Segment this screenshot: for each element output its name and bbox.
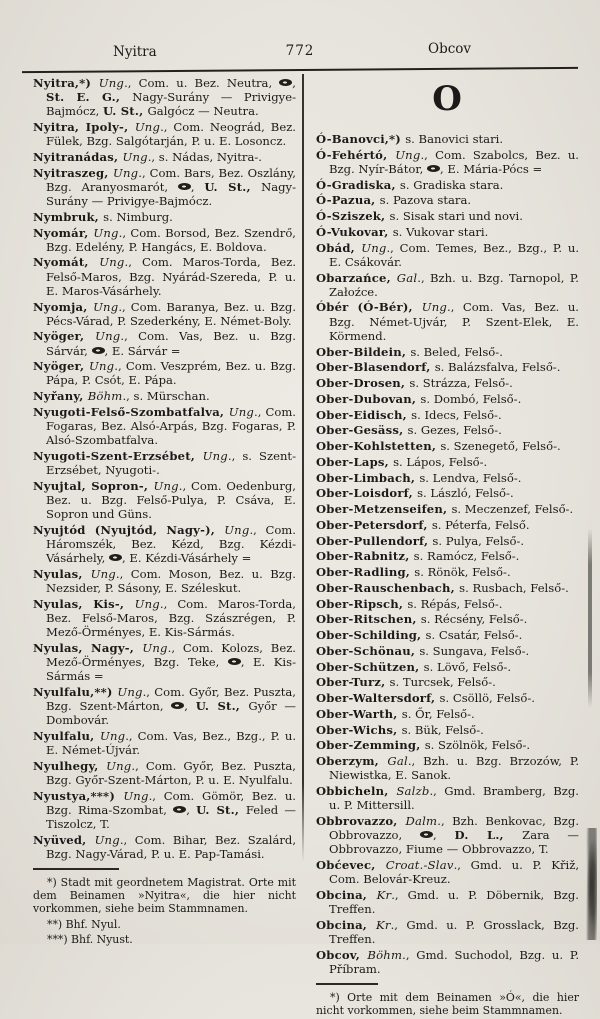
entry-text: s. Szenegető, Felső-. [440, 439, 561, 454]
entry-text: ., Com. Baranya, Bez. u. Bzg. Pécs-Várad, P. Szederkény, E. Német-Boly. [46, 299, 297, 328]
gazetteer-entry [33, 729, 296, 757]
entry-text: , [186, 803, 197, 818]
left-footnotes [33, 876, 296, 946]
entry-text: ., Com. Vas, Bez., Bzg., P. u. E. Német-Újvár. [46, 729, 296, 758]
region-abbreviation: Ung [134, 596, 160, 611]
entry-text: ., s. Szent-Erzsébet, Nyugoti-. [46, 449, 296, 478]
gazetteer-entry [33, 597, 296, 639]
entry-headword: Ober-Blasendorf, [316, 360, 435, 375]
gazetteer-entry [316, 581, 579, 595]
gazetteer-entry [316, 814, 579, 856]
entry-headword: Obbrovazzo, [316, 813, 406, 828]
entry-headword: Ober-Zemming, [316, 738, 425, 753]
entry-text: ., Gmd. Suchodol, Bzg. u. P. Příbram. [329, 947, 580, 976]
entry-text: *) Orte mit dem Beinamen »Ó«, die hier nicht vorkommen, siehe beim Stammnamen. [316, 990, 579, 1017]
gazetteer-entry [316, 723, 579, 737]
gazetteer-entry [316, 486, 579, 500]
region-abbreviation: Ung [99, 255, 125, 270]
entry-text: Galgócz — Neutra. [147, 104, 259, 119]
entry-headword: Ó-Banovci,*) [316, 132, 406, 146]
gazetteer-entry [316, 707, 579, 721]
entry-headword: Ober-Metzenseifen, [316, 502, 452, 517]
footnote [316, 991, 579, 1017]
entry-text: ., Gmd. u. P. Döbernik, Bzg. Treffen. [329, 887, 579, 916]
entry-text: s. Sisak stari und novi. [389, 209, 523, 224]
region-abbreviation: Ung [224, 523, 250, 537]
gazetteer-entry [33, 120, 296, 148]
entry-text: ., Com. Győr, Bez. Puszta, Bzg. Szent-Márton, [46, 685, 296, 714]
entry-text: *) Stadt mit geordnetem Magistrat. Orte mit dem Beinamen »Nyitra«, die hier nicht vorkommen, siehe beim Stammnamen. [33, 875, 296, 916]
region-abbreviation: Ung [153, 478, 179, 493]
entry-headword: Ober-Waltersdorf, [316, 691, 440, 706]
gazetteer-entry [33, 255, 296, 297]
gazetteer-entry [33, 567, 296, 595]
entry-text: s. Pazova stara. [379, 193, 472, 208]
region-abbreviation: Ung [98, 76, 125, 90]
entry-text: s. Ramócz, Felső-. [413, 549, 520, 564]
entry-headword: U. St., [195, 699, 249, 714]
entry-headword: Ober-Petersdorf, [316, 517, 432, 532]
entry-headword: Nyulhegy, [33, 759, 107, 774]
region-abbreviation: Kr [376, 917, 391, 932]
running-head-left-keyword: Nyitra [113, 44, 157, 60]
entry-text: ., Com. Maros-Torda, Bez. Felső-Maros, Bzg. Szászrégen, P. Mező-Örményes, E. Kis-Sármás. [46, 596, 296, 640]
entry-text: s. Beled, Felső-. [410, 344, 503, 359]
entry-headword: Ober-Ripsch, [316, 596, 408, 611]
entry-headword: Nyřany, [33, 389, 88, 404]
entry-text: ., Gmd. u. P. Grosslack, Bzg. Treffen. [329, 917, 579, 946]
entry-text: ., Com. Neográd, Bez. Fülek, Bzg. Salgótarján, P. u. E. Losoncz. [46, 120, 296, 149]
entry-text: s. Csatár, Felső-. [425, 628, 523, 643]
gazetteer-entry [316, 534, 579, 548]
region-abbreviation: Dalm [405, 813, 438, 828]
entry-headword: U. St., [102, 104, 148, 119]
entry-text: Zara — Obbrovazzo, Fiume — Obbrovazzo, T. [329, 828, 580, 857]
entry-text: ., Com. Háromszék, Bez. Kézd, Bzg. Kézdi-Vásárhely, [46, 523, 296, 566]
entry-headword: Nyomár, [33, 225, 94, 240]
gazetteer-entry [316, 612, 579, 626]
entry-text: ., s. Mürschan. [122, 389, 210, 404]
entry-text: s. Szölnök, Felső-. [424, 738, 531, 753]
entry-text: ., Com. Szabolcs, Bez. u. Bzg. Nyír-Bátor, [329, 147, 579, 176]
region-abbreviation: Ung [89, 359, 115, 374]
gazetteer-entry [316, 193, 579, 207]
entry-text: , E. Kis-Sármás = [46, 655, 296, 684]
entry-text: ., Com. Bars, Bez. Oszlány, Bzg. Aranyosmarót, [46, 165, 296, 194]
entry-headword: Nyulfalu, [33, 729, 100, 744]
entry-text: ., Com. u. Bez. Neutra, [124, 76, 280, 90]
entry-headword: Obád, [316, 240, 362, 255]
gazetteer-entry [33, 479, 296, 521]
entry-headword: Ober-Laps, [316, 454, 394, 469]
region-abbreviation: Böhm [367, 947, 403, 962]
left-column-entries [33, 76, 296, 861]
entry-headword: Obcina, [316, 917, 377, 932]
gazetteer-entry [316, 471, 579, 485]
entry-text: s. Strázza, Felső-. [409, 376, 513, 391]
gazetteer-entry [316, 675, 579, 689]
gazetteer-entry [316, 392, 579, 406]
entry-headword: Ober-Rabnitz, [316, 549, 414, 564]
right-column [316, 76, 579, 1019]
gazetteer-entry [316, 644, 579, 658]
entry-headword: Nyugoti-Felső-Szombatfalva, [33, 404, 229, 419]
entry-text: s. Vukovar stari. [392, 224, 489, 239]
post-horn-icon [279, 79, 292, 86]
entry-text: **) Bhf. Nyul. [47, 917, 121, 931]
gazetteer-entry [316, 738, 579, 752]
entry-headword: Obcov, [316, 947, 368, 962]
entry-headword: Obćevec, [316, 857, 386, 872]
post-horn-icon [228, 658, 241, 665]
entry-text: ., s. Nádas, Nyitra-. [147, 149, 262, 164]
entry-text: Feled — Tiszolcz, T. [46, 803, 296, 832]
gazetteer-entry [316, 597, 579, 611]
gazetteer-entry [33, 300, 296, 328]
entry-headword: Ober-Schönau, [316, 643, 420, 658]
entry-headword: Ó-Sziszek, [316, 209, 390, 224]
post-horn-icon [420, 831, 433, 838]
scan-edge-shadow [588, 528, 592, 708]
entry-headword: Ober-Schützen, [316, 659, 424, 674]
entry-text: ., Com. Maros-Torda, Bez. Felső-Maros, Bzg. Nyárád-Szereda, P. u. E. Maros-Vásárhely. [46, 255, 297, 298]
gazetteer-entry [316, 345, 579, 359]
entry-text: ., Com. Vas, Bez. u. Bzg. Német-Ujvár, P. Szent-Elek, E. Körmend. [329, 300, 579, 343]
region-abbreviation: Ung [134, 120, 161, 135]
region-abbreviation: Ung [94, 833, 120, 848]
post-horn-icon [173, 806, 186, 813]
entry-text: , E. Kézdi-Vásárhely = [122, 551, 252, 566]
post-horn-icon [109, 554, 122, 561]
entry-headword: D. L., [454, 828, 523, 842]
gazetteer-entry [33, 685, 296, 727]
gazetteer-entry [316, 241, 579, 269]
page-number: 772 [285, 43, 315, 59]
entry-text: s. Péterfa, Felső. [431, 517, 530, 532]
entry-text: s. Idecs, Felső-. [411, 407, 502, 422]
entry-headword: Ober-Pullendorf, [316, 533, 433, 548]
gazetteer-entry [316, 660, 579, 674]
entry-headword: Ó-Vukovar, [316, 224, 393, 239]
entry-text: Nagy-Surány — Privigye-Bajmócz. [46, 179, 297, 209]
entry-text: s. Meczenzef, Felső-. [451, 502, 574, 517]
gazetteer-entry [316, 565, 579, 579]
gazetteer-entry [316, 300, 579, 342]
gazetteer-entry [33, 359, 296, 387]
gazetteer-entry [316, 691, 579, 705]
entry-text: ., Gmd. Bramberg, Bzg. u. P. Mittersill. [329, 783, 579, 813]
entry-text: ., Com. Kolozs, Bez. Mező-Örményes, Bzg. Teke, [46, 641, 296, 670]
entry-headword: Obbicheln, [316, 783, 397, 798]
entry-headword: Nyustya,***) [33, 788, 124, 803]
region-abbreviation: Salzb [396, 783, 430, 798]
entry-text: ., Bzh. Benkovac, Bzg. Obbrovazzo, [329, 813, 579, 842]
entry-text: ., Gmd. u. P. Křiž, Com. Belovár-Kreuz. [329, 857, 580, 887]
entry-text: , [433, 828, 455, 842]
entry-headword: Obarzańce, [316, 270, 397, 285]
gazetteer-entry [33, 449, 296, 477]
entry-headword: St. E. G., [46, 90, 133, 105]
gazetteer-entry [316, 549, 579, 563]
gazetteer-entry [316, 178, 579, 192]
gazetteer-entry [316, 455, 579, 469]
entry-headword: Nyitra, Ipoly-, [33, 120, 135, 135]
entry-text: , [292, 76, 296, 90]
right-footnotes [316, 991, 579, 1017]
entry-text: ., Com. Bihar, Bez. Szalárd, Bzg. Nagy-Várad, P. u. E. Pap-Tamási. [46, 833, 297, 862]
entry-text: ., Com. Moson, Bez. u. Bzg. Nezsider, P. Sásony, E. Széleskut. [46, 567, 296, 596]
gazetteer-entry [316, 225, 579, 239]
entry-text: s. Nimburg. [103, 209, 173, 224]
entry-headword: Ó-Gradiska, [316, 177, 400, 192]
region-abbreviation: Croat.-Slav [385, 857, 454, 872]
region-abbreviation: Gal [396, 270, 418, 285]
post-horn-icon [92, 347, 105, 354]
header-rule [22, 67, 578, 73]
gazetteer-entry [33, 329, 296, 357]
entry-text: , [190, 179, 205, 194]
entry-headword: U. St., [204, 179, 262, 194]
entry-headword: Nyulas, Kis-, [33, 596, 135, 611]
entry-text: s. Pulya, Felső-. [432, 533, 525, 548]
gazetteer-entry [33, 76, 296, 118]
left-footnote-rule [33, 868, 119, 870]
entry-text: ***) Bhf. Nyust. [47, 932, 133, 946]
section-letter-O: O [432, 79, 463, 119]
region-abbreviation: Ung [123, 788, 149, 803]
entry-headword: Nyüved, [33, 833, 95, 848]
post-horn-icon [178, 183, 191, 190]
entry-headword: Nyugoti-Szent-Erzsébet, [33, 449, 203, 464]
region-abbreviation: Ung [142, 641, 168, 656]
entry-text: ., Com. Temes, Bez., Bzg., P. u. E. Csákovár. [329, 240, 580, 269]
entry-headword: Ober-Kohlstetten, [316, 439, 441, 454]
entry-headword: Óbér (Ó-Bér), [316, 300, 422, 315]
region-abbreviation: Ung [421, 300, 448, 315]
region-abbreviation: Ung [122, 149, 148, 164]
region-abbreviation: Böhm [87, 389, 123, 404]
entry-headword: Obcina, [316, 887, 377, 902]
region-abbreviation: Ung [361, 240, 387, 255]
gazetteer-entry [316, 132, 579, 146]
entry-headword: U. St., [196, 803, 246, 818]
region-abbreviation: Ung [93, 299, 119, 314]
entry-headword: Ober-Drosen, [316, 376, 410, 391]
entry-headword: Ober-Bildein, [316, 344, 411, 359]
entry-headword: Ober-Radling, [316, 565, 415, 580]
entry-text: s. Récsény, Felső-. [420, 612, 528, 627]
gazetteer-entry [33, 641, 296, 683]
entry-headword: Ober-Schilding, [316, 628, 426, 643]
entry-headword: Nyöger, [33, 329, 96, 344]
entry-text: Nagy-Surány — Privigye-Bajmócz, [46, 90, 296, 119]
right-column-entries [316, 132, 579, 976]
entry-text: , [184, 699, 196, 714]
entry-headword: Nyomja, [33, 299, 94, 314]
entry-headword: Nyitranádas, [33, 149, 123, 164]
entry-headword: Nyujtód (Nyujtód, Nagy-), [33, 523, 225, 537]
gazetteer-entry [316, 148, 579, 176]
gazetteer-entry [316, 858, 579, 886]
entry-text: s. Lendva, Felső-. [419, 470, 522, 485]
post-horn-icon [171, 702, 184, 709]
entry-text: ., Com. Vas, Bez. u. Bzg. Sárvár, [46, 329, 296, 358]
entry-text: s. Dombó, Felső-. [420, 391, 522, 406]
entry-headword: Ober-Warth, [316, 706, 402, 721]
gazetteer-entry [33, 405, 296, 447]
gazetteer-entry [316, 423, 579, 437]
entry-headword: Ober-Loisdorf, [316, 486, 418, 501]
gazetteer-entry [33, 523, 296, 565]
scan-edge-smudge [585, 828, 597, 940]
running-head-right-keyword: Obcov [428, 41, 472, 57]
region-abbreviation: Ung [117, 685, 143, 700]
gazetteer-entry [316, 408, 579, 422]
entry-headword: Ober-Gesäss, [316, 423, 408, 438]
entry-text: s. Rönök, Felső-. [414, 565, 511, 580]
entry-text: s. Lövő, Felső-. [423, 659, 512, 674]
entry-text: s. Gradiska stara. [399, 177, 504, 192]
footnote [33, 918, 296, 931]
gazetteer-entry [316, 754, 579, 782]
gazetteer-entry [316, 628, 579, 642]
entry-text: s. Csöllö, Felső-. [439, 691, 535, 706]
entry-headword: Nymbruk, [33, 209, 104, 224]
entry-text: s. Gezes, Felső-. [407, 423, 502, 438]
region-abbreviation: Ung [228, 404, 255, 419]
entry-text: ., Com. Gömör, Bez. u. Bzg. Rima-Szombat, [46, 788, 296, 818]
gazetteer-entry [316, 360, 579, 374]
entry-text: s. Sungava, Felső-. [419, 643, 530, 658]
region-abbreviation: Kr [376, 887, 392, 902]
entry-headword: Nyitraszeg, [33, 165, 114, 180]
region-abbreviation: Ung [99, 729, 126, 744]
gazetteer-entry [33, 210, 296, 224]
entry-text: , E. Mária-Pócs = [440, 161, 543, 176]
gazetteer-entry [316, 888, 579, 916]
gazetteer-entry [33, 226, 296, 254]
entry-headword: Ober-Ritschen, [316, 612, 421, 627]
gazetteer-entry [33, 150, 296, 164]
column-divider-rule [302, 74, 304, 862]
gazetteer-entry [316, 376, 579, 390]
gazetteer-entry [316, 502, 579, 516]
entry-headword: Ó-Fehértó, [316, 147, 396, 162]
region-abbreviation: Ung [90, 567, 116, 582]
region-abbreviation: Gal [387, 754, 408, 769]
gazetteer-entry [33, 833, 296, 861]
entry-text: s. Banovici stari. [405, 132, 504, 146]
entry-headword: Ober-Dubovan, [316, 391, 421, 406]
region-abbreviation: Ung [95, 329, 121, 344]
entry-headword: Nyulas, Nagy-, [33, 641, 143, 656]
entry-text: s. Őr, Felső-. [401, 706, 475, 721]
gazetteer-entry [316, 948, 579, 976]
entry-headword: Nyöger, [33, 359, 90, 374]
entry-headword: Ober-Eidisch, [316, 407, 412, 422]
entry-headword: Oberzym, [316, 754, 388, 769]
entry-text: Győr — Dombovár. [46, 699, 296, 728]
entry-text: s. László, Felső-. [417, 486, 514, 501]
gazetteer-entry [33, 789, 296, 831]
entry-text: ., Com. Fogaras, Bez. Alsó-Arpás, Bzg. Fogaras, P. Alsó-Szombatfalva. [46, 404, 296, 448]
gazetteer-entry [316, 518, 579, 532]
entry-text: ., Bzh. u. Bzg. Brzozów, P. Niewistka, E. Sanok. [329, 754, 579, 783]
running-head [0, 41, 600, 64]
gazetteer-entry [33, 389, 296, 403]
region-abbreviation: Ung [113, 165, 139, 180]
entry-headword: Ober-Limbach, [316, 470, 420, 485]
gazetteer-entry [316, 439, 579, 453]
region-abbreviation: Ung [93, 225, 119, 240]
gazetteer-entry [33, 759, 296, 787]
gazetteer-entry [316, 271, 579, 299]
entry-headword: Nyujtal, Sopron-, [33, 478, 154, 493]
footnote [33, 876, 296, 916]
entry-text: , E. Sárvár = [104, 343, 181, 358]
entry-text: s. Turcsek, Felső-. [389, 675, 496, 690]
region-abbreviation: Ung [202, 449, 228, 464]
entry-text: ., Bzh. u. Bzg. Tarnopol, P. Załoźce. [329, 270, 579, 299]
entry-text: ., Com. Oedenburg, Bez. u. Bzg. Felső-Pulya, P. Csáva, E. Sopron und Güns. [46, 478, 296, 522]
gazetteer-entry [316, 918, 579, 946]
gazetteer-entry [316, 784, 579, 812]
gazetteer-entry [33, 166, 296, 208]
entry-text: s. Lápos, Felső-. [393, 454, 488, 469]
entry-headword: Ober-Turz, [316, 675, 390, 690]
entry-text: ., Com. Veszprém, Bez. u. Bzg. Pápa, P. Csót, E. Pápa. [46, 359, 296, 388]
entry-headword: Nyulfalu,**) [33, 685, 118, 700]
entry-headword: Nyomát, [33, 255, 100, 270]
entry-text: s. Rusbach, Felső-. [459, 580, 569, 595]
entry-text: s. Balázsfalva, Felső-. [434, 360, 561, 375]
region-abbreviation: Ung [395, 147, 421, 162]
left-column [33, 76, 296, 948]
entry-text: s. Bük, Felső-. [401, 722, 484, 737]
entry-headword: Ó-Pazua, [316, 193, 380, 208]
region-abbreviation: Ung [106, 759, 132, 774]
right-footnote-rule [316, 983, 378, 985]
entry-headword: Nyitra,*) [33, 76, 99, 90]
entry-text: s. Répás, Felső-. [407, 596, 503, 611]
entry-headword: Ober-Wichs, [316, 722, 402, 737]
post-horn-icon [427, 165, 440, 172]
gazetteer-entry [316, 209, 579, 223]
entry-text: ., Com. Győr, Bez. Puszta, Bzg. Győr-Szent-Márton, P. u. E. Nyulfalu. [46, 759, 296, 788]
entry-headword: Ober-Rauschenbach, [316, 580, 460, 595]
entry-text: ., Com. Borsod, Bez. Szendrő, Bzg. Edelény, P. Hangács, E. Boldova. [46, 225, 296, 254]
entry-headword: Nyulas, [33, 567, 91, 582]
